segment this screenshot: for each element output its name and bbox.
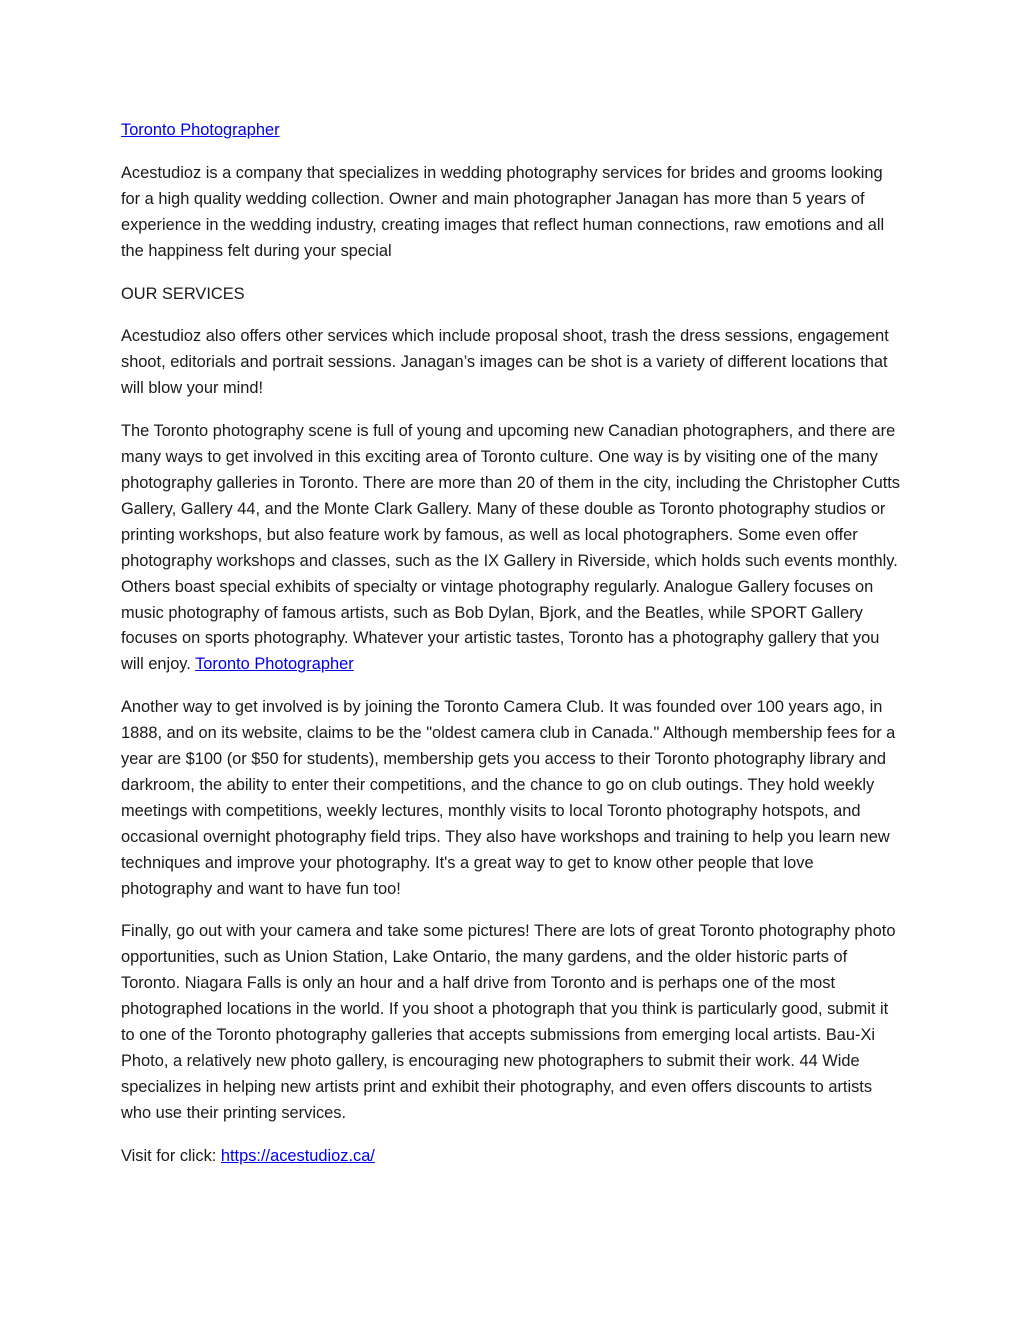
scene-text: The Toronto photography scene is full of young and upcoming new Canadian photographers, and there are many ways to get involved in this exciting area of Toronto culture. One way is by visiting one of the many photography galleries in Toronto. There are more than 20 of them in the city, including the Christopher Cutts Gallery, Gallery 44, and the Monte Clark Gallery. Many of these double as Toronto photography studios or printing workshops, but also feature work by famous, as well as local photographers. Some even offer photography workshops and classes, such as the IX Gallery in Riverside, which holds such events monthly. Others boast special exhibits of specialty or vintage photography regularly. Analogue Gallery focuses on music photography of famous artists, such as Bob Dylan, Bjork, and the Beatles, while SPORT Gallery focuses on sports photography. Whatever your artistic tastes, Toronto has a photography gallery that you will enjoy. (121, 422, 900, 674)
scene-paragraph (121, 419, 906, 678)
visit-label: Visit for click: (121, 1146, 217, 1165)
services-paragraph: Acestudioz also offers other services which include proposal shoot, trash the dress sessions, engagement shoot, editorials and portrait sessions. Janagan’s images can be shot is a variety of different locations that will blow your mind! (121, 327, 889, 398)
header-paragraph (121, 118, 906, 144)
intro-paragraph: Acestudioz is a company that specializes in wedding photography services for brides and grooms looking for a high quality wedding collection. Owner and main photographer Janagan has more than 5 years of experience in the wedding industry, creating images that reflect human connections, raw emotions and all the happiness felt during your special (121, 163, 885, 260)
toronto-photographer-link[interactable]: Toronto Photographer (121, 121, 280, 139)
services-heading: OUR SERVICES (121, 284, 245, 303)
camera-club-paragraph: Another way to get involved is by joining the Toronto Camera Club. It was founded over 100 years ago, in 1888, and on its website, claims to be the "oldest camera club in Canada." Although membership fees for a year are $100 (or $50 for students), membership gets you access to their Toronto photography library and darkroom, the ability to enter their competitions, and the chance to go on club outings. They hold weekly meetings with competitions, weekly lectures, monthly visits to local Toronto photography hotspots, and occasional overnight photography field trips. They also have workshops and training to help you learn new techniques and improve your photography. It's a great way to get to know other people that love photography and want to have fun too! (121, 698, 896, 898)
visit-paragraph (121, 1144, 906, 1170)
finally-paragraph: Finally, go out with your camera and take some pictures! There are lots of great Toronto photography photo opportunities, such as Union Station, Lake Ontario, the many gardens, and the older historic parts of Toronto. Niagara Falls is only an hour and a half drive from Toronto and is perhaps one of the most photographed locations in the world. If you shoot a photograph that you think is particularly good, submit it to one of the Toronto photography galleries that accepts submissions from emerging local artists. Bau-Xi Photo, a relatively new photo gallery, is encouraging new photographers to submit their work. 44 Wide specializes in helping new artists print and exhibit their photography, and even offers discounts to artists who use their printing services. (121, 922, 896, 1122)
document-page (121, 118, 906, 1187)
toronto-photographer-inline-link[interactable]: Toronto Photographer (195, 655, 354, 674)
acestudioz-url-link[interactable]: https://acestudioz.ca/ (220, 1146, 375, 1165)
